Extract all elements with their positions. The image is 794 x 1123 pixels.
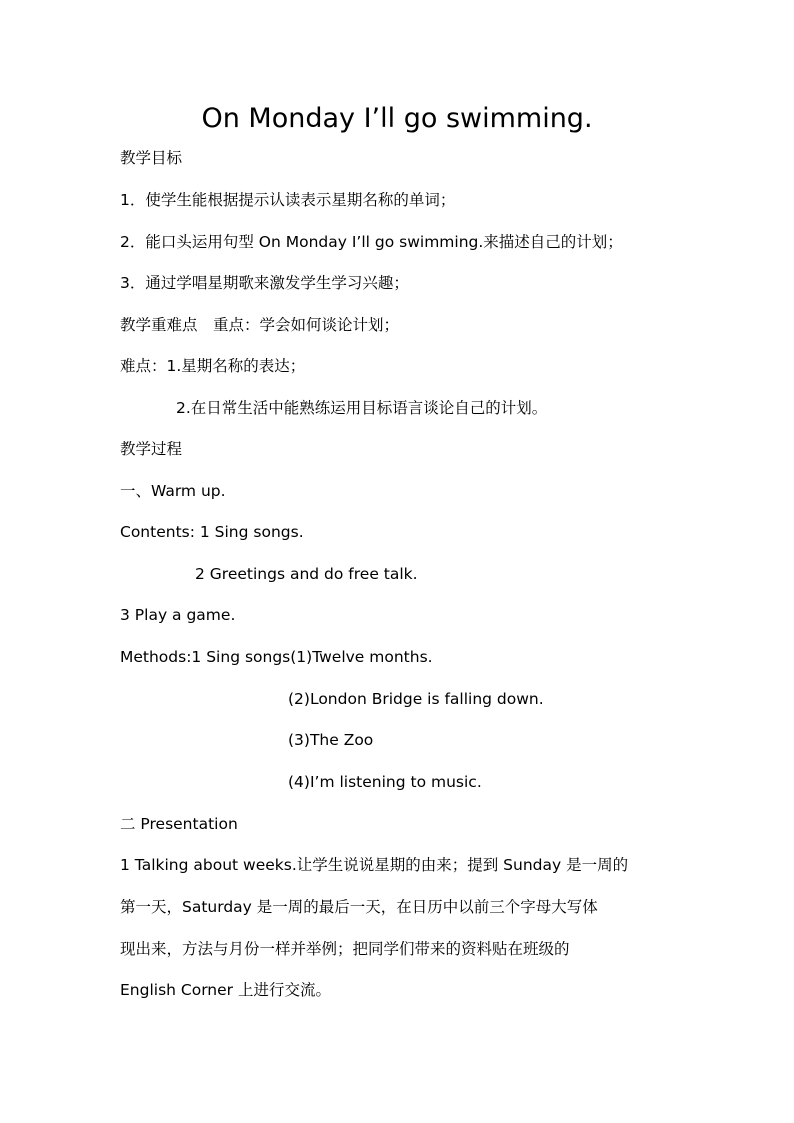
section-heading-objectives: 教学目标: [120, 149, 183, 167]
presentation-paragraph-line-1: 1 Talking about weeks.让学生说说星期的由来；提到 Sunday 是一周的: [120, 856, 629, 874]
methods-line-2: (2)London Bridge is falling down.: [288, 690, 544, 708]
step-heading-presentation: 二 Presentation: [120, 815, 238, 833]
contents-line-2: 2 Greetings and do free talk.: [195, 565, 418, 583]
document-title: On Monday I’ll go swimming.: [201, 103, 593, 134]
contents-line-3: 3 Play a game.: [120, 606, 236, 624]
section-heading-process: 教学过程: [120, 440, 183, 458]
difficult-points-line-2: 2.在日常生活中能熟练运用目标语言谈论自己的计划。: [176, 399, 548, 417]
methods-line-1: Methods:1 Sing songs(1)Twelve months.: [120, 648, 433, 666]
objective-item-1: 1．使学生能根据提示认读表示星期名称的单词；: [120, 191, 456, 209]
key-points-line: 教学重难点 重点：学会如何谈论计划；: [120, 316, 400, 334]
presentation-paragraph-line-3: 现出来，方法与月份一样并举例；把同学们带来的资料贴在班级的: [120, 940, 570, 958]
step-heading-warm-up: 一、Warm up.: [120, 482, 226, 500]
objective-item-3: 3．通过学唱星期歌来激发学生学习兴趣；: [120, 274, 409, 292]
contents-line-1: Contents: 1 Sing songs.: [120, 523, 304, 541]
methods-line-3: (3)The Zoo: [288, 731, 374, 749]
difficult-points-line-1: 难点：1.星期名称的表达；: [120, 357, 306, 375]
methods-line-4: (4)I’m listening to music.: [288, 773, 482, 791]
presentation-paragraph-line-4: English Corner 上进行交流。: [120, 981, 331, 999]
objective-item-2: 2．能口头运用句型 On Monday I’ll go swimming.来描述自己的计划；: [120, 233, 623, 251]
presentation-paragraph-line-2: 第一天，Saturday 是一周的最后一天，在日历中以前三个字母大写体: [120, 898, 598, 916]
